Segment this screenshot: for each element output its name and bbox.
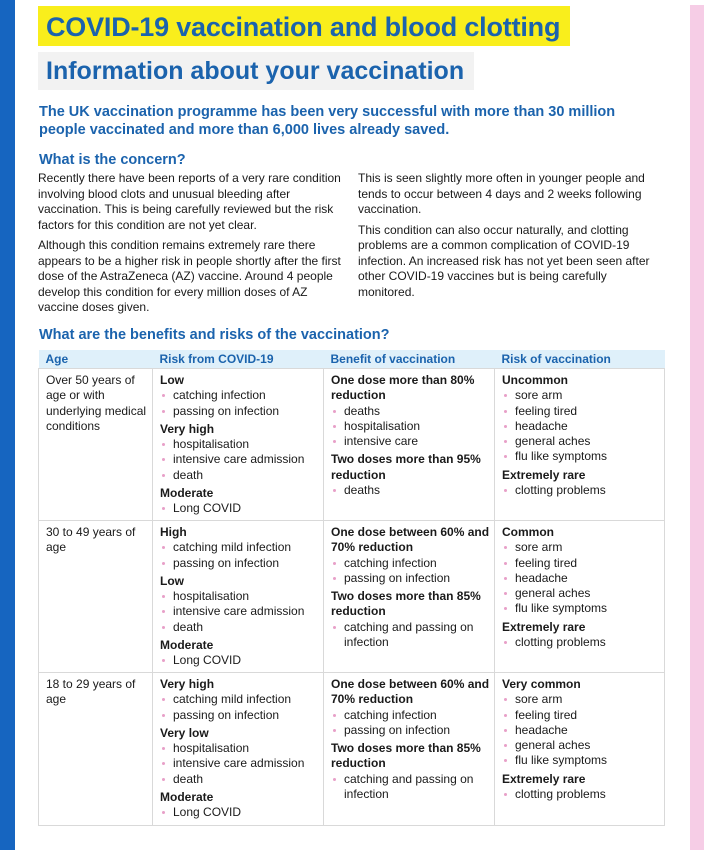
benefit-level: One dose between 60% and 70% reduction — [331, 677, 490, 707]
list-item: catching infection — [331, 556, 490, 571]
list-item: death — [160, 620, 319, 635]
age-cell: Over 50 years of age or with underlying medical conditions — [39, 369, 153, 521]
list-item: Long COVID — [160, 653, 319, 668]
benefit-cell — [324, 369, 495, 521]
risk-level: Moderate — [160, 638, 214, 653]
risk-level: Moderate — [160, 790, 214, 805]
list-item: passing on infection — [331, 571, 490, 586]
vaccination-risk-cell — [495, 673, 665, 826]
list-item: hospitalisation — [160, 437, 319, 452]
lead-paragraph: The UK vaccination programme has been very successful with more than 30 million people vaccinated and more than 6,000 lives already saved. — [39, 104, 616, 138]
list-item: feeling tired — [502, 556, 660, 571]
risk-level: Very high — [160, 421, 215, 436]
list-item: flu like symptoms — [502, 449, 660, 464]
risk-cell — [153, 521, 324, 673]
concern-paragraph: This is seen slightly more often in younger people and tends to occur between 4 days and 2 weeks following vaccination. — [358, 171, 645, 216]
list-item: general aches — [502, 738, 660, 753]
column-header-risk-covid: Risk from COVID-19 — [153, 350, 324, 369]
table-row — [39, 521, 665, 673]
list-item: passing on infection — [160, 404, 319, 419]
list-item: clotting problems — [502, 483, 660, 498]
list-item: clotting problems — [502, 787, 660, 802]
column-header-risk-vaccination: Risk of vaccination — [495, 350, 665, 369]
benefit-cell — [324, 673, 495, 826]
risk-level: High — [160, 525, 187, 539]
benefit-level: Two doses more than 85% reduction — [331, 589, 481, 619]
page-title: COVID-19 vaccination and blood clotting — [38, 6, 570, 46]
concern-paragraph: Although this condition remains extremely rare there appears to be a higher risk in people shortly after the first dose of the AstraZeneca (AZ) vaccine. Around 4 people develop this condition for every million doses of AZ vaccine doses given. — [38, 238, 341, 314]
vaccination-risk-level: Uncommon — [502, 373, 568, 387]
risk-level: Low — [160, 373, 184, 387]
list-item: sore arm — [502, 388, 660, 403]
list-item: catching infection — [160, 388, 319, 403]
list-item: catching mild infection — [160, 692, 319, 707]
vaccination-risk-level: Extremely rare — [502, 771, 586, 786]
list-item: headache — [502, 419, 660, 434]
list-item: headache — [502, 571, 660, 586]
risk-level: Very high — [160, 677, 215, 691]
list-item: sore arm — [502, 540, 660, 555]
list-item: flu like symptoms — [502, 753, 660, 768]
list-item: catching mild infection — [160, 540, 319, 555]
vaccination-risk-level: Extremely rare — [502, 619, 586, 634]
benefit-level: Two doses more than 85% reduction — [331, 741, 481, 771]
benefit-level: One dose more than 80% reduction — [331, 373, 475, 403]
list-item: catching infection — [331, 708, 490, 723]
table-row — [39, 369, 665, 521]
list-item: passing on infection — [160, 556, 319, 571]
age-cell: 18 to 29 years of age — [39, 673, 153, 826]
list-item: clotting problems — [502, 635, 660, 650]
risk-level: Low — [160, 573, 184, 588]
list-item: intensive care admission — [160, 756, 319, 771]
list-item: hospitalisation — [331, 419, 490, 434]
risk-level: Moderate — [160, 486, 214, 501]
list-item: catching and passing on infection — [331, 620, 490, 651]
table-row — [39, 673, 665, 826]
benefit-level: One dose between 60% and 70% reduction — [331, 525, 490, 555]
age-cell: 30 to 49 years of age — [39, 521, 153, 673]
list-item: feeling tired — [502, 708, 660, 723]
benefit-cell — [324, 521, 495, 673]
list-item: catching and passing on infection — [331, 772, 490, 803]
left-accent-bar — [0, 0, 15, 850]
list-item: Long COVID — [160, 501, 319, 516]
vaccination-risk-level: Very common — [502, 677, 581, 691]
concern-left-column — [38, 171, 342, 321]
list-item: flu like symptoms — [502, 601, 660, 616]
list-item: general aches — [502, 586, 660, 601]
concern-paragraph: Recently there have been reports of a very rare condition involving blood clots and unusual bleeding after vaccination. This is being carefully reviewed but the risk factors for this condition are not yet clear. — [38, 171, 341, 232]
benefit-level: Two doses more than 95% reduction — [331, 452, 481, 482]
list-item: sore arm — [502, 692, 660, 707]
page-subtitle: Information about your vaccination — [38, 52, 474, 90]
list-item: general aches — [502, 434, 660, 449]
list-item: hospitalisation — [160, 741, 319, 756]
column-header-benefit: Benefit of vaccination — [324, 350, 495, 369]
risk-cell — [153, 673, 324, 826]
risk-level: Very low — [160, 725, 209, 740]
risk-cell — [153, 369, 324, 521]
table-header-row — [39, 350, 665, 369]
list-item: intensive care admission — [160, 452, 319, 467]
right-accent-bar — [690, 5, 704, 850]
list-item: death — [160, 772, 319, 787]
benefits-risks-table — [38, 350, 665, 826]
benefits-heading: What are the benefits and risks of the vaccination? — [39, 327, 390, 343]
vaccination-risk-level: Common — [502, 525, 554, 539]
vaccination-risk-cell — [495, 521, 665, 673]
list-item: intensive care — [331, 434, 490, 449]
column-header-age: Age — [39, 350, 153, 369]
list-item: deaths — [331, 483, 490, 498]
concern-right-column — [358, 171, 652, 305]
vaccination-risk-cell — [495, 369, 665, 521]
list-item: hospitalisation — [160, 589, 319, 604]
list-item: intensive care admission — [160, 604, 319, 619]
vaccination-risk-level: Extremely rare — [502, 467, 586, 482]
concern-heading: What is the concern? — [39, 152, 186, 168]
list-item: headache — [502, 723, 660, 738]
list-item: Long COVID — [160, 805, 319, 820]
list-item: passing on infection — [331, 723, 490, 738]
list-item: death — [160, 468, 319, 483]
list-item: passing on infection — [160, 708, 319, 723]
concern-paragraph: This condition can also occur naturally, and clotting problems are a common complication of COVID-19 infection. An increased risk has not yet been seen after other COVID-19 vaccines but is being carefully monitored. — [358, 222, 650, 299]
list-item: feeling tired — [502, 404, 660, 419]
list-item: deaths — [331, 404, 490, 419]
